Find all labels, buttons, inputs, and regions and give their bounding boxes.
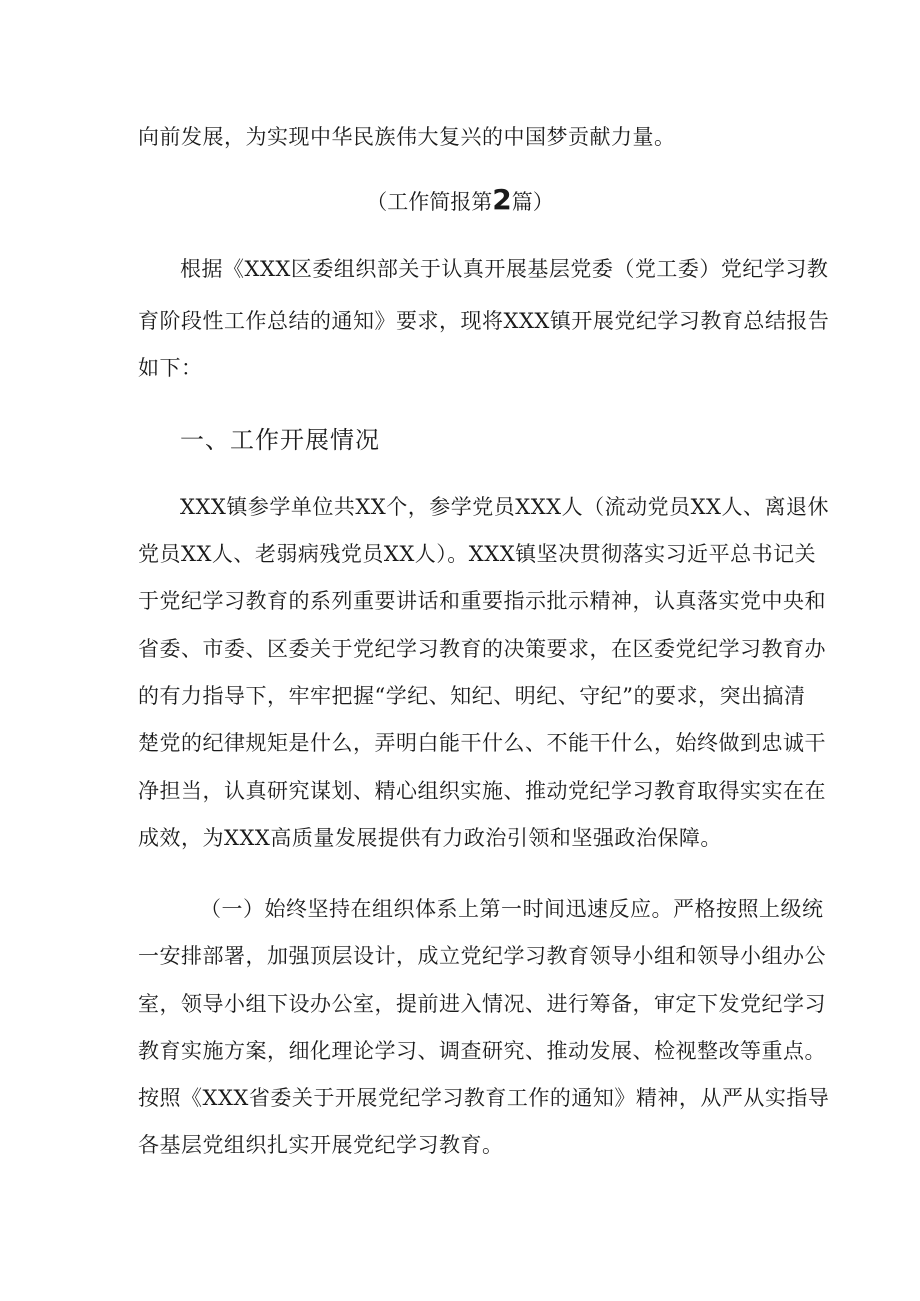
section1-line-2: 党员XX人、老弱病残党员XX人）。XXX镇坚决贯彻落实习近平总书记关 xyxy=(138,542,817,566)
section1-line-7: 净担当，认真研究谋划、精心组织实施、推动党纪学习教育取得实实在在 xyxy=(138,779,826,803)
opening-line-1: 根据《XXX区委组织部关于认真开展基层党委（党工委）党纪学习教 xyxy=(180,257,829,281)
subtitle-number: 2 xyxy=(492,183,512,216)
section1-line-6: 楚党的纪律规矩是什么，弄明白能干什么、不能干什么，始终做到忠诚干 xyxy=(138,731,826,755)
subsection1-line-3: 室，领导小组下设办公室，提前进入情况、进行筹备，审定下发党纪学习 xyxy=(138,992,826,1016)
subsection1-line-6: 各基层党组织扎实开展党纪学习教育。 xyxy=(138,1133,504,1157)
subsection1-line-2: 一安排部署，加强顶层设计，成立党纪学习教育领导小组和领导小组办公 xyxy=(138,944,826,968)
opening-line-2: 育阶段性工作总结的通知》要求，现将XXX镇开展党纪学习教育总结报告 xyxy=(138,309,830,333)
section1-line-3: 于党纪学习教育的系列重要讲话和重要指示批示精神，认真落实党中央和 xyxy=(138,589,826,613)
subsection1-line-4: 教育实施方案，细化理论学习、调查研究、推动发展、检视整改等重点。 xyxy=(138,1039,826,1063)
section1-line-5: 的有力指导下，牢牢把握“学纪、知纪、明纪、守纪”的要求，突出搞清 xyxy=(138,684,806,708)
intro-tail-line: 向前发展，为实现中华民族伟大复兴的中国梦贡献力量。 xyxy=(138,125,676,149)
section1-line-1: XXX镇参学单位共XX个，参学党员XXX人（流动党员XX人、离退休 xyxy=(180,495,829,519)
opening-line-3: 如下： xyxy=(138,356,203,380)
section1-line-8: 成效，为XXX高质量发展提供有力政治引领和坚强政治保障。 xyxy=(138,826,722,850)
subtitle-suffix: 篇） xyxy=(511,190,554,214)
section1-line-4: 省委、市委、区委关于党纪学习教育的决策要求，在区委党纪学习教育办 xyxy=(138,637,826,661)
subsection1-line-5: 按照《XXX省委关于开展党纪学习教育工作的通知》精神，从严从实指导 xyxy=(138,1086,830,1110)
report-subtitle xyxy=(0,184,920,218)
section-heading: 一、工作开展情况 xyxy=(180,426,380,454)
subtitle-prefix: （工作简报第 xyxy=(366,190,493,214)
subsection1-line-1: （一）始终坚持在组织体系上第一时间迅速反应。严格按照上级统 xyxy=(200,897,824,921)
